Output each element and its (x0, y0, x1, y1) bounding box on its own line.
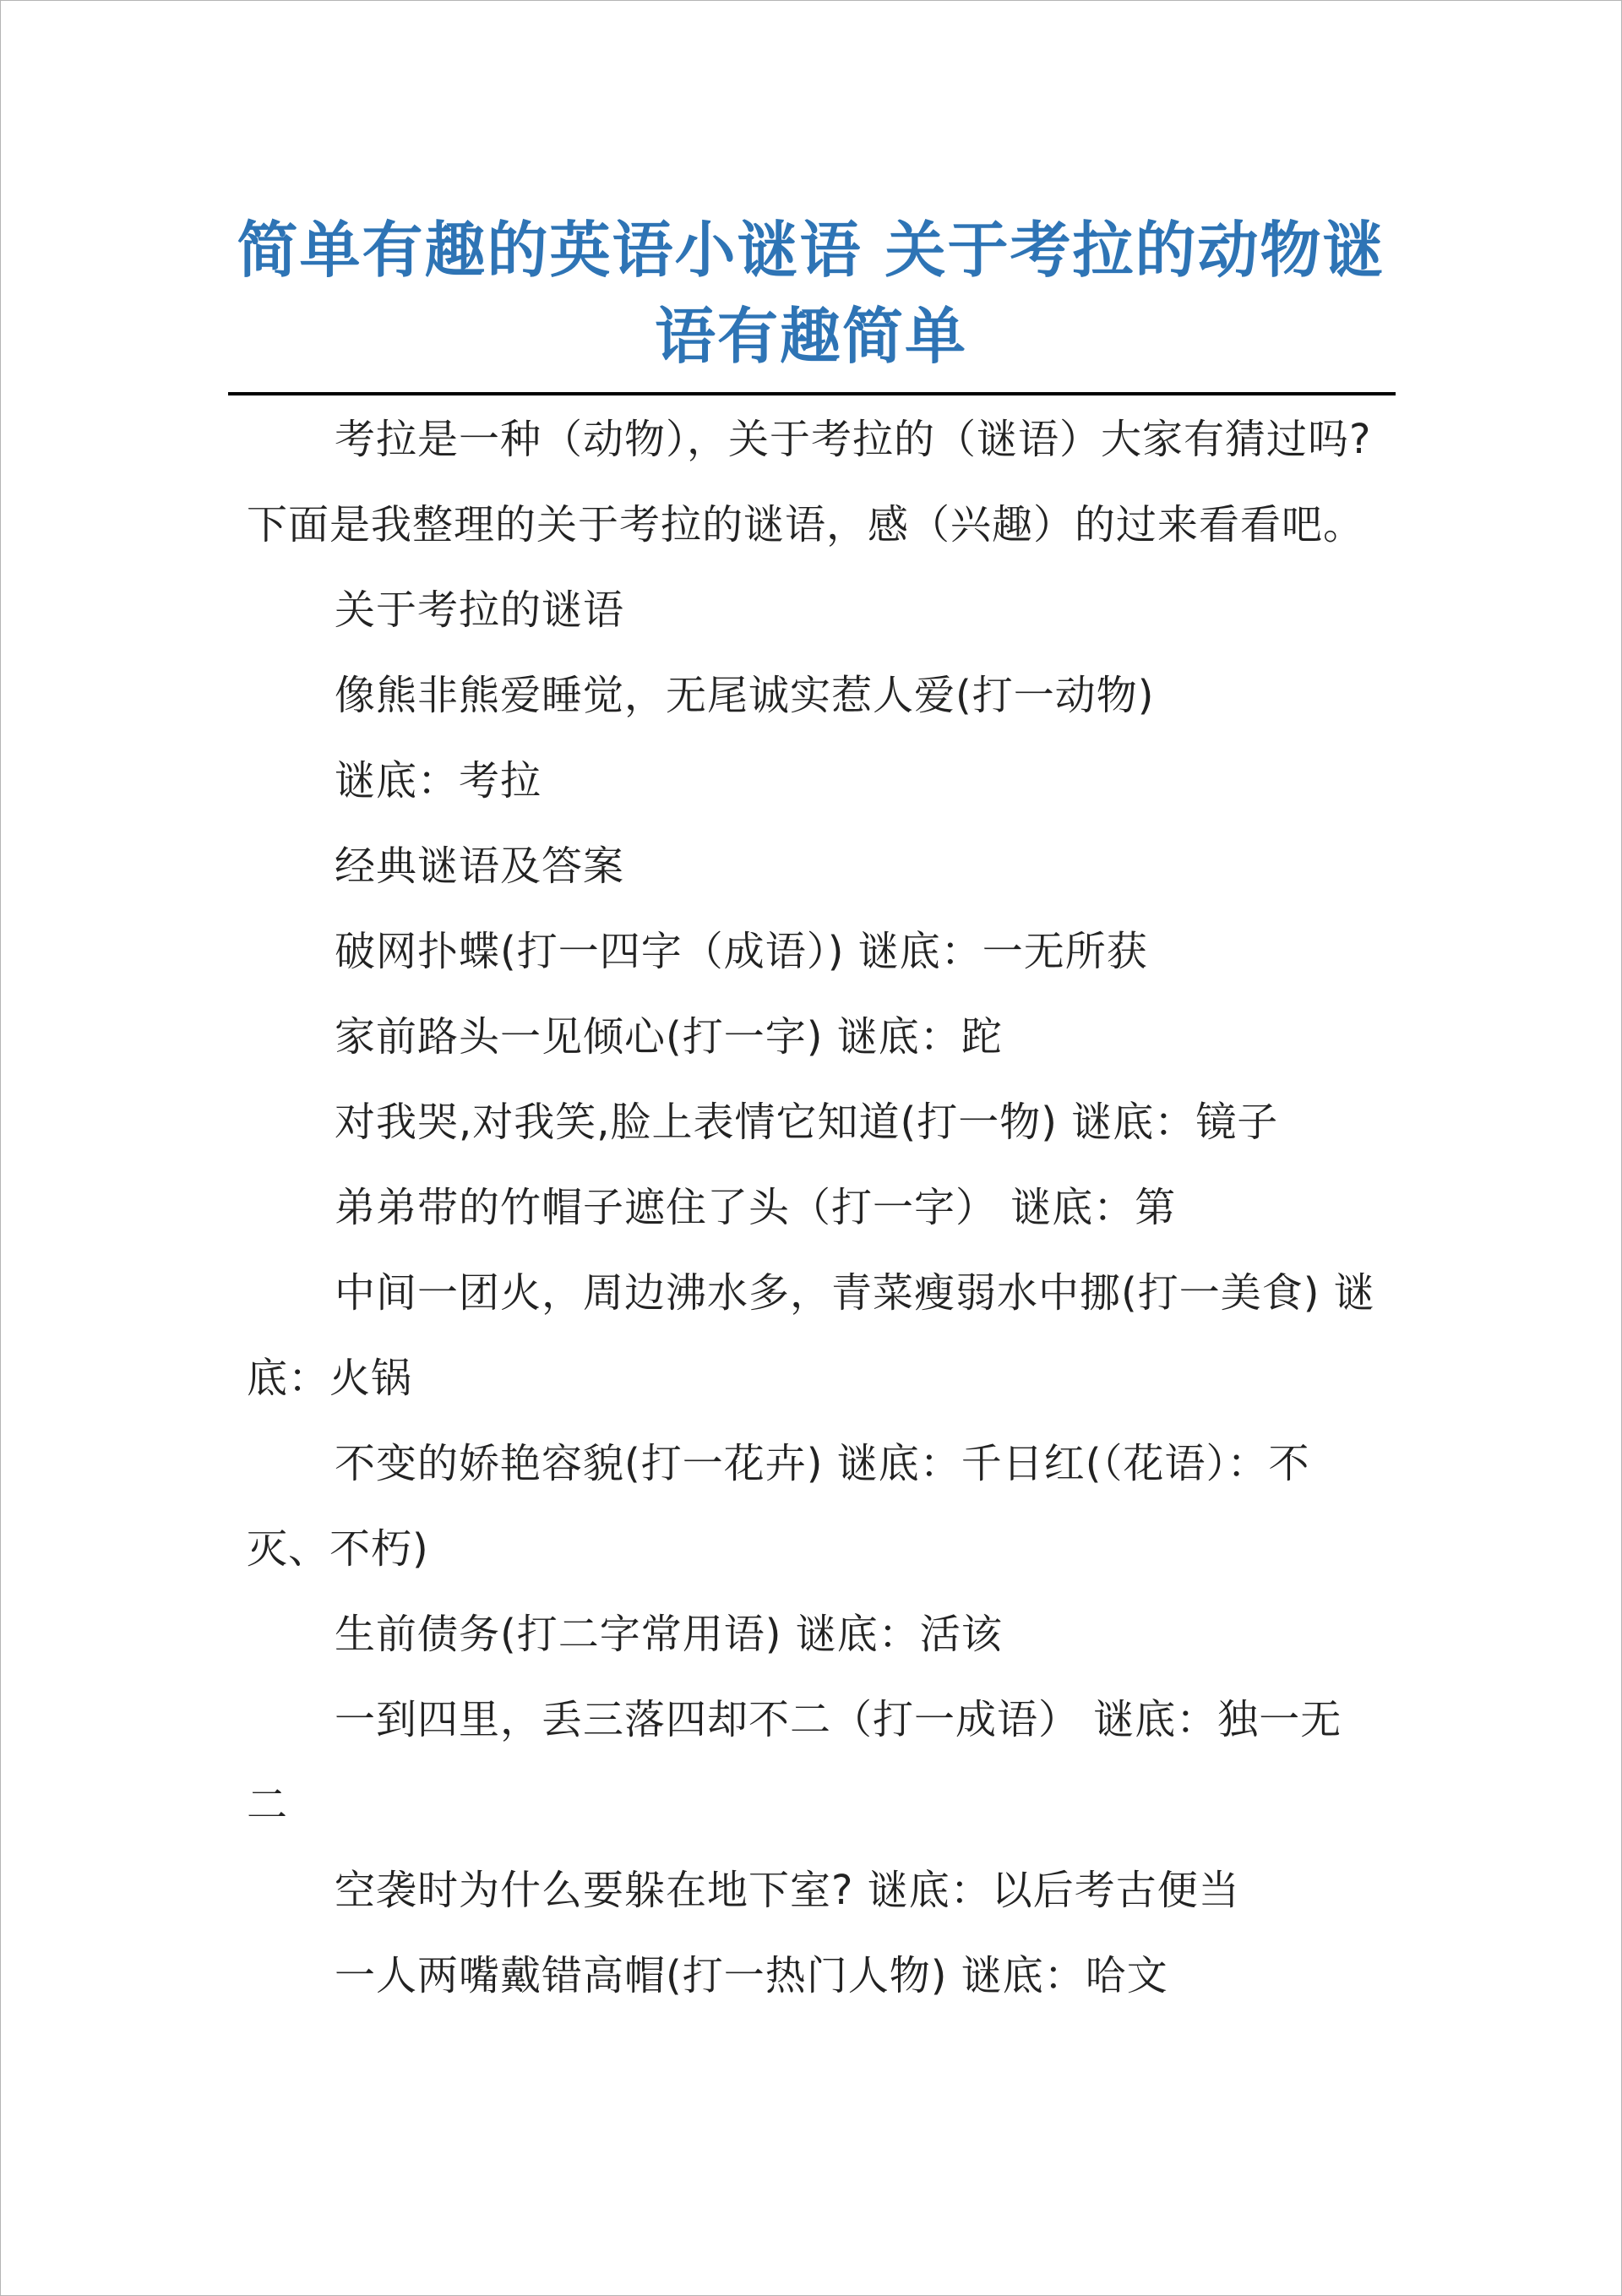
riddle-item: 破网扑蝶(打一四字（成语）) 谜底：一无所获 (335, 928, 1148, 975)
riddle-item: 对我哭,对我笑,脸上表情它知道(打一物) 谜底：镜子 (335, 1099, 1279, 1146)
riddle-item: 不变的娇艳容貌(打一花卉) 谜底：千日红(（花语）：不灭、不朽) (247, 1440, 1310, 1573)
section-heading-koala-riddles: 关于考拉的谜语 (335, 586, 625, 634)
riddle-item: 一人两嘴戴错高帽(打一热门人物) 谜底：哈文 (335, 1952, 1168, 1999)
document-body (247, 397, 1380, 2019)
riddle-item: 家前路头一见倾心(打一字) 谜底：跎 (335, 1013, 1003, 1061)
riddle-item: 弟弟带的竹帽子遮住了头（打一字） 谜底：第 (335, 1184, 1177, 1231)
riddle-item: 一到四里，丢三落四却不二（打一成语） 谜底：独一无二 (247, 1696, 1342, 1829)
answer-koala: 谜底：考拉 (335, 757, 542, 804)
intro-paragraph: 考拉是一种（动物），关于考拉的（谜语）大家有猜过吗?下面是我整理的关于考拉的谜语，感（兴趣）的过来看看吧。 (247, 416, 1372, 548)
section-heading-classic-riddles: 经典谜语及答案 (335, 843, 625, 890)
riddle-koala: 像熊非熊爱睡觉，无尾诚实惹人爱(打一动物) (335, 672, 1155, 719)
riddle-item: 空袭时为什么要躲在地下室? 谜底：以后考古便当 (335, 1867, 1240, 1914)
document-title: 简单有趣的英语小谜语 关于考拉的动物谜语有趣简单 (237, 214, 1385, 372)
title-divider (228, 392, 1396, 395)
riddle-item: 中间一团火，周边沸水多，青菜瘦弱水中挪(打一美食) 谜底：火锅 (247, 1269, 1375, 1402)
riddle-item: 生前债务(打二字常用语) 谜底：活该 (335, 1611, 1003, 1658)
